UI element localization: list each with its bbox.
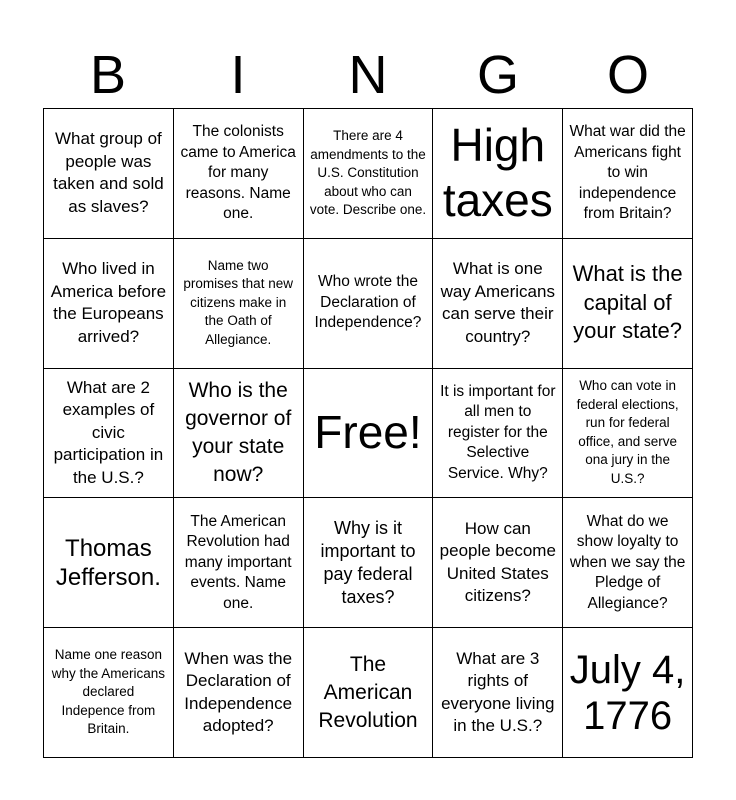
header-letter-o: O	[606, 45, 649, 105]
bingo-header	[43, 42, 693, 108]
cell-text: What war did the Americans fight to win independence from Britain?	[569, 123, 686, 223]
bingo-cell[interactable]	[44, 498, 174, 628]
cell-text: July 4, 1776	[569, 647, 686, 738]
cell-text: Free!	[314, 406, 422, 459]
header-letter-g: G	[476, 45, 519, 105]
cell-text: How can people become United States citizens?	[439, 518, 556, 606]
bingo-cell[interactable]	[174, 239, 304, 369]
cell-text: What is one way Americans can serve their country?	[440, 259, 555, 346]
bingo-cell[interactable]	[44, 628, 174, 758]
cell-text: The American Revolution had many important events. Name one.	[184, 512, 292, 612]
cell-text: There are 4 amendments to the U.S. Constitution about who can vote. Describe one.	[309, 128, 427, 218]
bingo-cell[interactable]	[563, 369, 693, 499]
cell-text: Who can vote in federal elections, run for federal office, and serve ona jury in the U.S.?	[576, 378, 679, 486]
cell-text: Thomas Jefferson.	[55, 534, 161, 591]
cell-text: Who is the governor of your state now?	[185, 378, 292, 486]
cell-text: What are 2 examples of civic participation in the U.S.?	[53, 377, 164, 487]
bingo-card-grid	[43, 108, 693, 758]
cell-text: Name one reason why the Americans declared Indepence from Britain.	[51, 647, 166, 737]
cell-text: What do we show loyalty to when we say the Pledge of Allegiance?	[569, 512, 686, 612]
bingo-cell[interactable]	[44, 239, 174, 369]
bingo-cell[interactable]	[563, 628, 693, 758]
bingo-cell[interactable]	[563, 239, 693, 369]
cell-text: The colonists came to America for many reasons. Name one.	[180, 123, 296, 223]
cell-text: What group of people was taken and sold as slaves?	[53, 129, 164, 216]
cell-text: When was the Declaration of Independence adopted?	[184, 648, 293, 736]
cell-text: What are 3 rights of everyone living in the U.S.?	[441, 648, 555, 736]
cell-text: Who lived in America before the Europeans arrived?	[50, 259, 167, 346]
cell-text: It is important for all men to register for the Selective Service. Why?	[440, 382, 556, 482]
bingo-cell[interactable]	[304, 109, 434, 239]
cell-text: The American Revolution	[318, 652, 418, 732]
header-letter-i: I	[230, 45, 246, 105]
bingo-cell[interactable]	[44, 369, 174, 499]
bingo-cell[interactable]	[174, 628, 304, 758]
header-letter-b: B	[89, 45, 127, 105]
bingo-cell[interactable]	[563, 498, 693, 628]
bingo-cell[interactable]	[174, 369, 304, 499]
cell-text: Name two promises that new citizens make in the Oath of Allegiance.	[183, 257, 293, 347]
bingo-cell[interactable]	[174, 109, 304, 239]
bingo-cell[interactable]	[304, 239, 434, 369]
bingo-cell[interactable]	[304, 498, 434, 628]
bingo-cell[interactable]	[174, 498, 304, 628]
bingo-cell[interactable]	[563, 109, 693, 239]
bingo-cell[interactable]	[304, 628, 434, 758]
bingo-cell[interactable]	[433, 498, 563, 628]
bingo-cell[interactable]	[433, 369, 563, 499]
cell-text: High taxes	[442, 119, 553, 227]
cell-text: Who wrote the Declaration of Independence?	[314, 273, 422, 332]
bingo-cell[interactable]	[304, 369, 434, 499]
bingo-cell[interactable]	[433, 239, 563, 369]
bingo-cell[interactable]	[433, 628, 563, 758]
cell-text: What is the capital of your state?	[572, 261, 683, 344]
bingo-cell[interactable]	[44, 109, 174, 239]
header-letter-n: N	[348, 45, 388, 105]
bingo-cell[interactable]	[433, 109, 563, 239]
cell-text: Why is it important to pay federal taxes?	[320, 517, 416, 607]
